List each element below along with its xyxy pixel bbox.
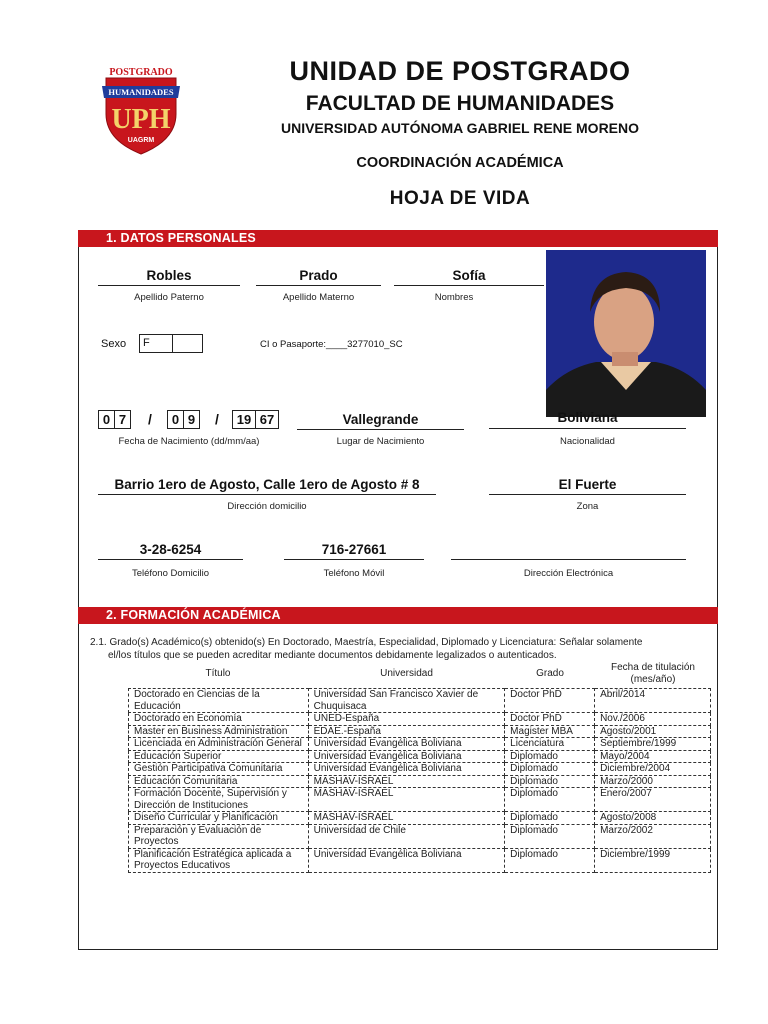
nationality-underline (489, 428, 686, 429)
logo-ribbon-text: HUMANIDADES (108, 87, 174, 97)
nationality-value: Boliviana (557, 412, 618, 425)
zone-value: El Fuerte (489, 477, 686, 495)
grade-cell: Diplomado (505, 750, 595, 763)
birth-day-digit-1: 0 (98, 410, 115, 429)
table-row (129, 788, 711, 812)
address-value: Barrio 1ero de Agosto, Calle 1ero de Agosto # 8 (98, 477, 436, 495)
apellido-materno-label: Apellido Materno (282, 292, 355, 303)
university-cell: UNED-España (308, 713, 505, 726)
logo-top-text: POSTGRADO (109, 67, 173, 78)
table-row (129, 689, 711, 713)
degree-title-cell: Preparación y Evaluación de Proyectos (129, 824, 309, 848)
logo-main-text: UPH (111, 104, 171, 135)
date-cell: Marzo/2000 (595, 775, 711, 788)
profile-photo (546, 250, 706, 417)
table-row (129, 750, 711, 763)
grade-cell: Diplomado (505, 788, 595, 812)
faculty-title: FACULTAD DE HUMANIDADES (305, 92, 615, 115)
table-row (129, 775, 711, 788)
home-phone-value: 3-28-6254 (98, 542, 243, 560)
birth-year-part-2: 67 (255, 410, 279, 429)
degree-title-cell: Doctorado en Economía (129, 713, 309, 726)
degree-title-cell: Master en Business Administration (129, 725, 309, 738)
grade-cell: Diplomado (505, 775, 595, 788)
birth-year-part-1: 19 (232, 410, 256, 429)
address-label: Dirección domicilio (227, 501, 307, 512)
academic-table (128, 688, 711, 873)
column-header-titulo: Título (205, 668, 231, 679)
academic-intro (90, 636, 712, 662)
table-row (129, 812, 711, 825)
mobile-phone-value: 716-27661 (284, 542, 424, 560)
birth-day-digit-2: 7 (114, 410, 131, 429)
academic-intro-line-2: el/los títulos que se pueden acreditar mediante documentos debidamente legalizados o autenticados. (108, 650, 557, 661)
grade-cell: Licenciatura (505, 738, 595, 751)
table-row (129, 738, 711, 751)
degree-title-cell: Formación Docente, Supervisión y Dirección de Instituciones (129, 788, 309, 812)
nombres-value: Sofía (394, 268, 544, 286)
university-cell: MASHAV-ISRAEL (308, 775, 505, 788)
nationality-label: Nacionalidad (560, 436, 615, 447)
grade-cell: Diplomado (505, 848, 595, 872)
sexo-label: Sexo (101, 338, 127, 350)
zone-label: Zona (576, 501, 599, 512)
date-cell: Agosto/2008 (595, 812, 711, 825)
birthplace-label: Lugar de Nacimiento (336, 436, 425, 447)
degree-title-cell: Gestión Participativa Comunitaria (129, 763, 309, 776)
column-header-grado: Grado (536, 668, 564, 679)
ci-label: CI o Pasaporte:____3277010_SC (260, 339, 403, 350)
mobile-phone-label: Teléfono Móvil (323, 568, 385, 579)
date-cell: Marzo/2002 (595, 824, 711, 848)
grade-cell: Diplomado (505, 824, 595, 848)
page-title: UNIDAD DE POSTGRADO (289, 56, 631, 86)
date-cell: Septiembre/1999 (595, 738, 711, 751)
birth-date-label: Fecha de Nacimiento (dd/mm/aa) (118, 436, 260, 447)
grade-cell: Diplomado (505, 812, 595, 825)
birth-month-digit-1: 0 (167, 410, 184, 429)
coordination-title: COORDINACIÓN ACADÉMICA (356, 155, 564, 171)
grade-cell: Doctor PhD (505, 689, 595, 713)
grade-cell: Diplomado (505, 763, 595, 776)
document-title: HOJA DE VIDA (389, 188, 531, 209)
grade-cell: Magister MBA (505, 725, 595, 738)
nombres-label: Nombres (434, 292, 474, 303)
university-cell: Universidad Evangélica Boliviana (308, 750, 505, 763)
date-cell: Mayo/2004 (595, 750, 711, 763)
degree-title-cell: Educación Comunitaria (129, 775, 309, 788)
date-cell: Agosto/2001 (595, 725, 711, 738)
academic-intro-line-1: 2.1. Grado(s) Académico(s) obtenido(s) En Doctorado, Maestría, Especialidad, Diplomado y Licenciatura: Señalar solamente (90, 637, 643, 648)
university-cell: Universidad Evangélica Boliviana (308, 763, 505, 776)
email-label: Dirección Electrónica (523, 568, 614, 579)
uph-logo (98, 64, 184, 156)
date-separator: / (148, 411, 152, 427)
sexo-box: F (139, 334, 173, 353)
date-cell: Nov./2006 (595, 713, 711, 726)
table-row (129, 713, 711, 726)
degree-title-cell: Educación Superior (129, 750, 309, 763)
degree-title-cell: Diseño Curricular y Planificación (129, 812, 309, 825)
email-value (451, 542, 686, 560)
date-cell: Diciembre/1999 (595, 848, 711, 872)
home-phone-label: Teléfono Domicilio (131, 568, 210, 579)
date-separator: / (215, 411, 219, 427)
university-cell: MASHAV-ISRAEL (308, 812, 505, 825)
university-cell: Universidad San Francisco Xavier de Chuquisaca (308, 689, 505, 713)
section-personal-data-header: 1. DATOS PERSONALES (78, 230, 718, 247)
apellido-materno-value: Prado (256, 268, 381, 286)
university-title: UNIVERSIDAD AUTÓNOMA GABRIEL RENE MORENO (280, 120, 640, 136)
table-row (129, 725, 711, 738)
date-cell: Diciembre/2004 (595, 763, 711, 776)
university-cell: Universidad de Chile (308, 824, 505, 848)
apellido-paterno-label: Apellido Paterno (134, 292, 204, 303)
section-academic-header: 2. FORMACIÓN ACADÉMICA (78, 607, 718, 624)
table-row (129, 848, 711, 872)
date-cell: Enero/2007 (595, 788, 711, 812)
column-header-universidad: Universidad (380, 668, 433, 679)
university-cell: MASHAV-ISRAEL (308, 788, 505, 812)
sexo-box-empty (172, 334, 203, 353)
table-row (129, 824, 711, 848)
table-row (129, 763, 711, 776)
university-cell: Universidad Evangélica Boliviana (308, 738, 505, 751)
column-header-fecha: Fecha de titulación (mes/año) (611, 662, 695, 685)
birthplace-value: Vallegrande (297, 412, 464, 430)
date-cell: Abril/2014 (595, 689, 711, 713)
apellido-paterno-value: Robles (98, 268, 240, 286)
degree-title-cell: Planificación Estratégica aplicada a Proyectos Educativos (129, 848, 309, 872)
degree-title-cell: Licenciada en Administración General (129, 738, 309, 751)
grade-cell: Doctor PhD (505, 713, 595, 726)
logo-sub-text: UAGRM (127, 137, 155, 144)
degree-title-cell: Doctorado en Ciencias de la Educación (129, 689, 309, 713)
university-cell: EDAE.-España (308, 725, 505, 738)
university-cell: Universidad Evangélica Boliviana (308, 848, 505, 872)
birth-month-digit-2: 9 (183, 410, 200, 429)
